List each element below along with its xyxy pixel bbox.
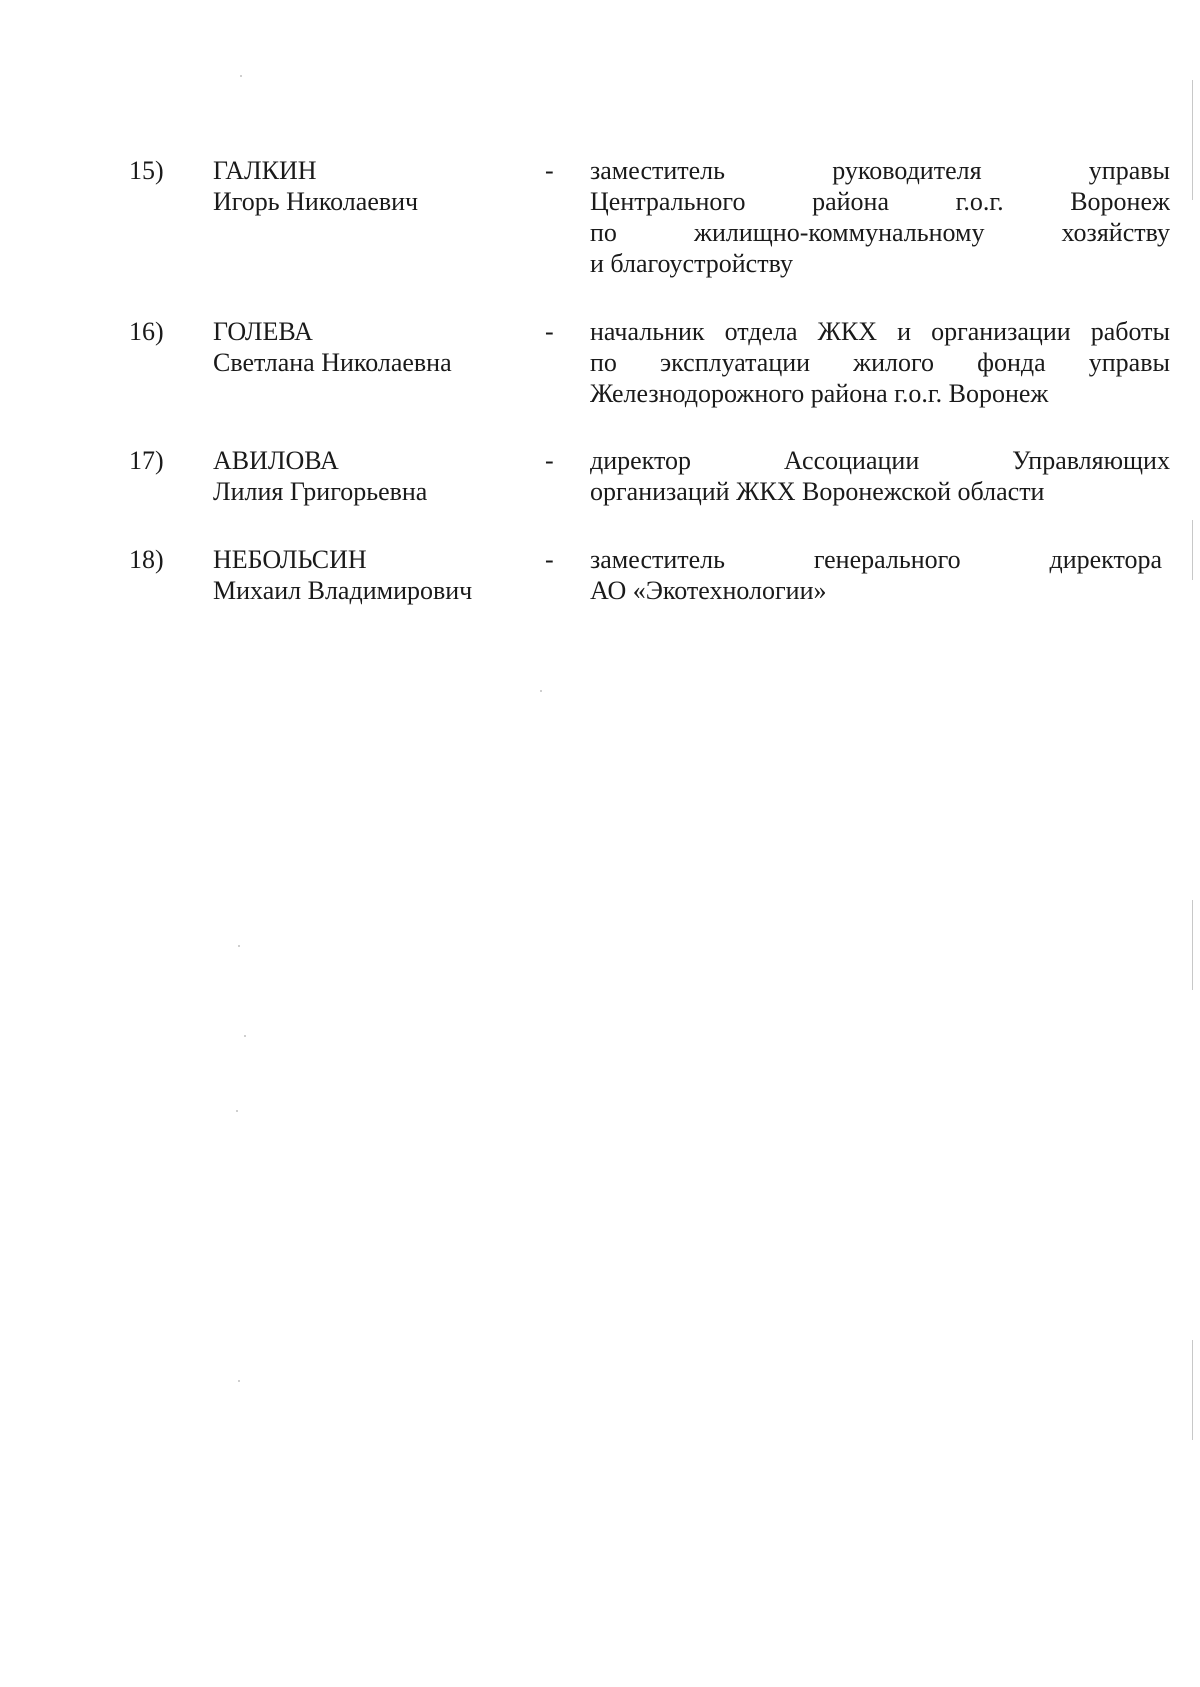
person-given-name: Светлана Николаевна <box>213 348 452 377</box>
description-word: жилищно-коммунальному <box>694 218 985 247</box>
description-word: начальник <box>590 317 705 346</box>
person-given-name: Михаил Владимирович <box>213 576 473 605</box>
description-word: Центрального <box>590 187 746 216</box>
description-word: жилого <box>853 348 935 377</box>
description-line <box>590 316 1170 347</box>
scan-speck <box>238 1380 240 1382</box>
description-word: управы <box>1088 348 1170 377</box>
item-number: 18) <box>129 545 164 574</box>
description-word: руководителя <box>832 156 982 185</box>
description-word: генерального <box>813 545 961 574</box>
scan-speck <box>236 1110 238 1112</box>
description-line <box>590 378 1170 409</box>
description-word: заместитель <box>590 156 726 185</box>
description-word: и <box>897 317 912 346</box>
description-word: г.о.г. <box>955 187 1004 216</box>
item-number: 15) <box>129 156 164 185</box>
scan-artifact <box>1192 80 1193 200</box>
description-word: организации <box>931 317 1071 346</box>
scan-artifact <box>1192 520 1193 580</box>
description-word: фонда <box>977 348 1046 377</box>
person-name <box>213 445 427 507</box>
description-word: отдела <box>724 317 798 346</box>
person-name <box>213 544 472 606</box>
description-word: ЖКХ <box>817 317 878 346</box>
position-description <box>590 155 1170 279</box>
description-word: управы <box>1088 156 1170 185</box>
description-word: заместитель <box>590 545 726 574</box>
separator-dash: - <box>545 545 554 574</box>
description-line <box>590 217 1170 248</box>
person-surname: НЕБОЛЬСИН <box>213 545 367 574</box>
person-name <box>213 316 452 378</box>
description-line <box>590 248 1170 279</box>
position-description <box>590 445 1170 507</box>
description-word: хозяйству <box>1061 218 1170 247</box>
description-word: района <box>812 187 889 216</box>
person-given-name: Игорь Николаевич <box>213 187 419 216</box>
description-line <box>590 544 1162 575</box>
person-given-name: Лилия Григорьевна <box>213 477 428 506</box>
description-line <box>590 155 1170 186</box>
description-line <box>590 347 1170 378</box>
description-line <box>590 476 1170 507</box>
separator-dash: - <box>545 446 554 475</box>
scan-speck <box>238 945 240 947</box>
item-number: 16) <box>129 317 164 346</box>
description-word: Ассоциации <box>783 446 920 475</box>
person-name <box>213 155 418 217</box>
description-word: Железнодорожного района г.о.г. Воронеж <box>590 379 1049 408</box>
scan-artifact <box>1192 1340 1193 1440</box>
description-line <box>590 575 1170 606</box>
scan-speck <box>240 75 242 77</box>
description-line <box>590 186 1170 217</box>
person-surname: ГОЛЕВА <box>213 317 313 346</box>
separator-dash: - <box>545 317 554 346</box>
person-surname: АВИЛОВА <box>213 446 339 475</box>
item-number: 17) <box>129 446 164 475</box>
description-word: директора <box>1049 545 1162 574</box>
scan-speck <box>540 690 542 692</box>
description-word: работы <box>1090 317 1170 346</box>
description-word: по <box>590 218 617 247</box>
scan-artifact <box>1192 900 1193 990</box>
separator-dash: - <box>545 156 554 185</box>
description-line <box>590 445 1170 476</box>
position-description <box>590 544 1170 606</box>
scan-speck <box>244 1035 246 1037</box>
description-word: организаций ЖКХ Воронежской области <box>590 477 1045 506</box>
description-word: эксплуатации <box>660 348 811 377</box>
description-word: АО «Экотехнологии» <box>590 576 827 605</box>
description-word: и благоустройству <box>590 249 793 278</box>
description-word: по <box>590 348 617 377</box>
position-description <box>590 316 1170 409</box>
person-surname: ГАЛКИН <box>213 156 317 185</box>
description-word: директор <box>590 446 691 475</box>
description-word: Управляющих <box>1012 446 1170 475</box>
description-word: Воронеж <box>1070 187 1170 216</box>
